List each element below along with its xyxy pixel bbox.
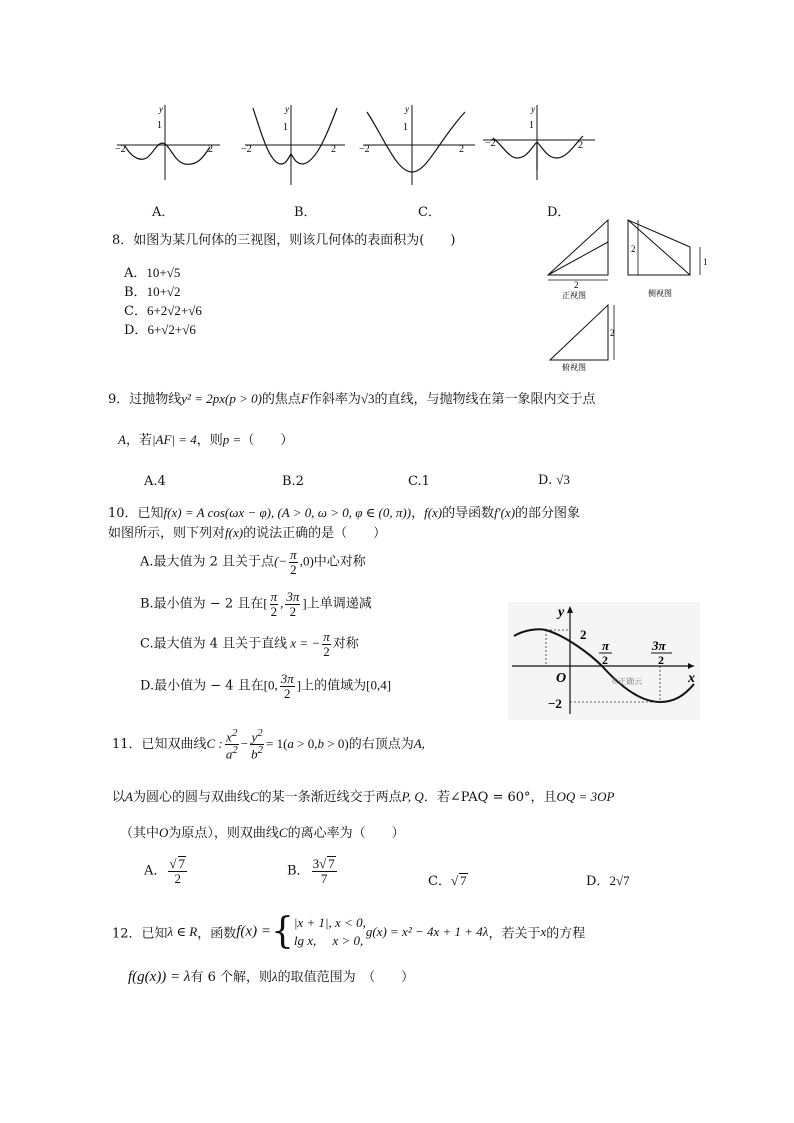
graph-d [483,104,595,180]
tick: 1 [157,120,162,131]
tick: 2 [208,144,213,155]
q10-choice-d: D.最小值为 − 4 且在[0, $\frac{3\pi}{2}$ ]上的值域为[0,4] [140,671,392,701]
svg-text:正视图: 正视图 [562,291,586,300]
svg-text:−2: −2 [241,144,252,155]
q11-stem-line3: （其中O为原点），则双曲线C的离心率为（ ） [120,825,405,841]
front-view [548,220,608,300]
q10-stem-line1: 10．已知f(x) = A cos(ωx − φ), (A > 0, ω > 0, φ ∈ (0, π))，f(x)的导函数f′(x)的部分图象 [108,505,581,521]
svg-text:−2: −2 [548,696,562,711]
svg-text:2: 2 [610,328,615,338]
q7-choice-d: D． [547,205,571,220]
svg-text:π: π [602,638,610,653]
q11-choice-d: D．2√7 [586,873,630,889]
q11-stem-line1: 11．已知双曲线C : $\frac{x^2}{a^2}$ − $\frac{y^2}{b^2}$ = 1(a > 0,b > 0)的右顶点为A, [112,727,425,762]
svg-text:y: y [531,104,535,114]
q10-choice-a: A.最大值为 2 且关于点(− $\frac{\pi}{2}$ ,0)中心对称 [140,547,366,577]
q12-stem-line1: 12．已知λ ∈ R，函数f(x) ={ |x + 1|, x < 0, lg x, x > 0, g(x) = x² − 4x + 1 + 4λ，若关于x的方程 [112,911,586,952]
svg-text:2: 2 [580,627,587,642]
q10-derivative-graph [508,602,700,720]
svg-text:O: O [556,671,567,686]
q10-stem-line2: 如图所示，则下列对f(x)的说法正确的是（ ） [108,525,387,541]
q7-graphs [105,100,605,190]
svg-text:2: 2 [331,144,336,155]
svg-text:y: y [285,104,289,114]
svg-text:2: 2 [574,280,579,290]
svg-text:2: 2 [602,653,608,667]
q11-stem-line2: 以A为圆心的圆与双曲线C的某一条渐近线交于两点P, Q．若∠PAQ = 60°，且OQ = 3OP [112,789,615,805]
svg-text:1: 1 [703,257,708,267]
svg-text:1: 1 [283,122,288,133]
q8-choice-a: A．10+√5 [124,265,181,281]
q9-choice-c: C.1 [408,474,430,489]
q10-choice-c: C.最大值为 4 且关于直线 x = − $\frac{\pi}{2}$ 对称 [140,629,359,659]
svg-text:y: y [405,104,409,114]
q8-stem: 8．如图为某几何体的三视图，则该几何体的表面积为( ) [112,233,456,248]
tick: y [159,104,163,114]
svg-text:俯视图: 俯视图 [562,363,586,372]
side-view [628,220,708,298]
svg-text:−2: −2 [485,138,496,149]
q10-choice-b: B.最小值为 − 2 且在[ $\frac{\pi}{2}$ , $\frac{3\pi}{2}$ ]上单调递减 [140,589,372,619]
q7-choice-c: C． [418,205,441,220]
q8-three-views [540,212,720,372]
q7-choice-a: A． [152,205,175,220]
svg-text:1: 1 [529,120,534,131]
svg-text:©正确云: ©正确云 [612,677,643,686]
q9-choice-d: D. √3 [538,472,570,488]
q11-choice-a: A． $\frac{√ 7}{2}$ [144,856,186,887]
q8-choice-d: D．6+√2+√6 [124,322,196,338]
q9-stem-line2: A，若|AF| = 4，则p =（ ） [118,432,294,448]
svg-text:2: 2 [631,244,636,254]
graph-a [115,104,220,180]
svg-text:3π: 3π [652,638,666,653]
q8-choice-b: B．10+√2 [124,284,181,300]
q12-stem-line2: f(g(x)) = λ有 6 个解，则λ的取值范围为 （ ） [128,969,415,985]
q9-choice-b: B.2 [282,474,304,489]
svg-text:2: 2 [658,653,664,667]
svg-text:y: y [558,605,565,620]
graph-c [359,104,475,185]
q11-choice-c: C．√ 7 [428,873,467,889]
tick: −2 [115,144,126,155]
svg-text:1: 1 [403,122,408,133]
q8-choice-c: C．6+2√2+√6 [124,303,202,319]
svg-text:−2: −2 [359,144,370,155]
q9-choice-a: A.4 [144,474,166,489]
q7-choice-b: B． [294,205,317,220]
svg-text:2: 2 [459,144,464,155]
svg-text:x: x [688,671,695,686]
svg-text:2: 2 [578,140,583,151]
q11-choice-b: B． $\frac{3√ 7}{7}$ [287,856,335,887]
svg-text:侧视图: 侧视图 [648,289,672,298]
graph-b [241,104,345,185]
q9-stem-line1: 9．过抛物线y² = 2px(p > 0)的焦点F作斜率为√3的直线，与抛物线在第一象限内交于点 [108,391,596,407]
top-view [550,305,615,372]
